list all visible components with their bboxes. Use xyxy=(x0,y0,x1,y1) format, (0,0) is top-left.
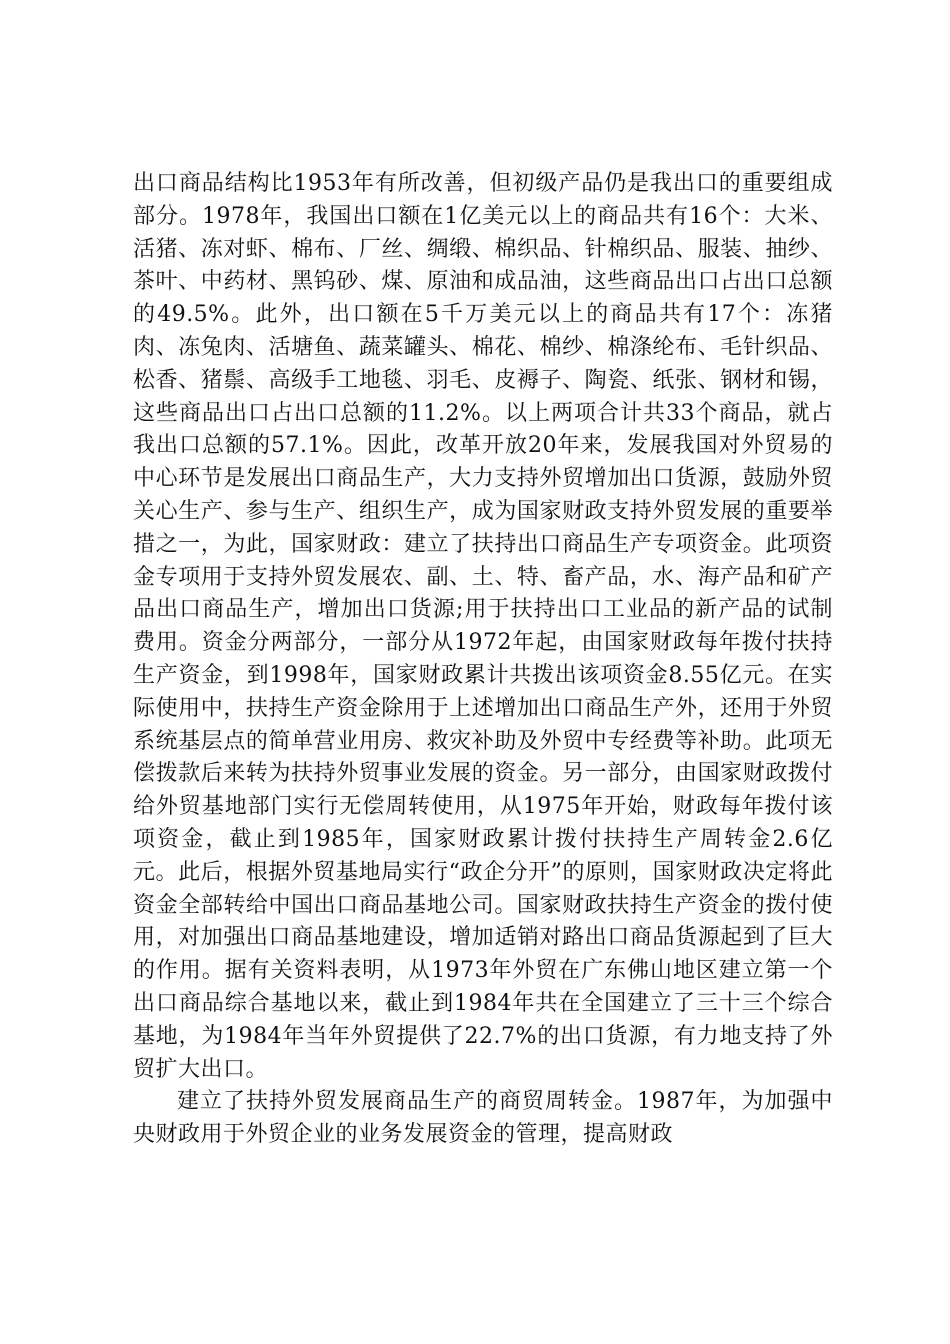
paragraph-2: 建立了扶持外贸发展商品生产的商贸周转金。1987年，为加强中央财政用于外贸企业的业务发展资金的管理，提高财政 xyxy=(133,1089,833,1148)
paragraph-1: 出口商品结构比1953年有所改善，但初级产品仍是我出口的重要组成部分。1978年，我国出口额在1亿美元以上的商品共有16个：大米、活猪、冻对虾、棉布、厂丝、绸缎、棉织品、针棉织品、服装、抽纱、茶叶、中药材、黑钨砂、煤、原油和成品油，这些商品出口占出口总额的49.5%。此外，出口额在5千万美元以上的商品共有17个：冻猪肉、冻兔肉、活塘鱼、蔬菜罐头、棉花、棉纱、棉涤纶布、毛针织品、松香、猪鬃、高级手工地毯、羽毛、皮褥子、陶瓷、纸张、钢材和锡，这些商品出口占出口总额的11.2%。以上两项合计共33个商品，就占我出口总额的57.1%。因此，改革开放20年来，发展我国对外贸易的中心环节是发展出口商品生产，大力支持外贸增加出口货源，鼓励外贸关心生产、参与生产、组织生产，成为国家财政支持外贸发展的重要举措之一，为此，国家财政：建立了扶持出口商品生产专项资金。此项资金专项用于支持外贸发展农、副、土、特、畜产品，水、海产品和矿产品出口商品生产，增加出口货源;用于扶持出口工业品的新产品的试制费用。资金分两部分，一部分从1972年起，由国家财政每年拨付扶持生产资金，到1998年，国家财政累计共拨出该项资金8.55亿元。在实际使用中，扶持生产资金除用于上述增加出口商品生产外，还用于外贸系统基层点的简单营业用房、救灾补助及外贸中专经费等补助。此项无偿拨款后来转为扶持外贸事业发展的资金。另一部分，由国家财政拨付给外贸基地部门实行无偿周转使用，从1975年开始，财政每年拨付该项资金，截止到1985年，国家财政累计拨付扶持生产周转金2.6亿元。此后，根据外贸基地局实行“政企分开”的原则，国家财政决定将此资金全部转给中国出口商品基地公司。国家财政扶持生产资金的拨付使用，对加强出口商品基地建设，增加适销对路出口商品货源起到了巨大的作用。据有关资料表明，从1973年外贸在广东佛山地区建立第一个出口商品综合基地以来，截止到1984年共在全国建立了三十三个综合基地，为1984年当年外贸提供了22.7%的出口货源，有力地支持了外贸扩大出口。 xyxy=(133,171,833,1082)
document-body xyxy=(133,168,833,1152)
